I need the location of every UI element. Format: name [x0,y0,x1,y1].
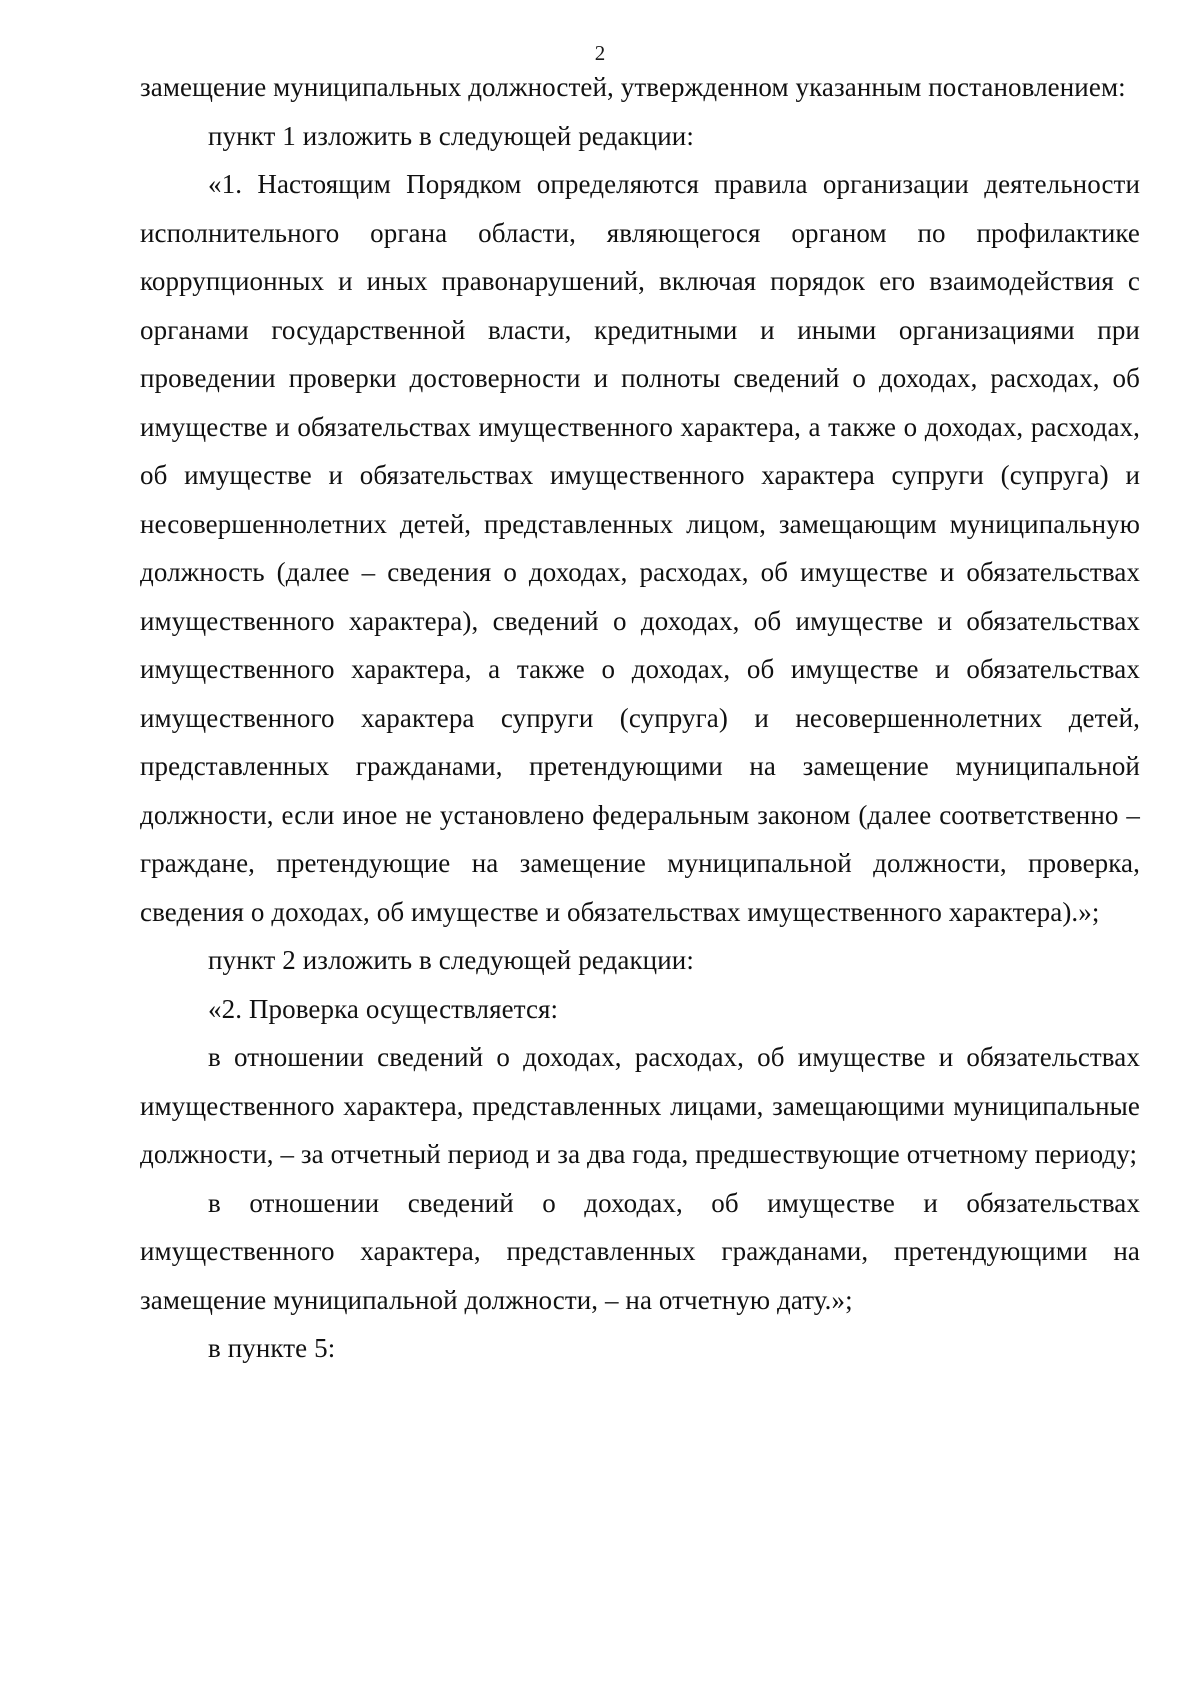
paragraph-item2-citizens: в отношении сведений о доходах, об имуществе и обязательствах имущественного характера, представленных гражданами, претендующими на замещение муниципальной должности, – на отчетную дату.»; [140,1187,1140,1315]
paragraph-item2-persons: в отношении сведений о доходах, расходах, об имуществе и обязательствах имущественного характера, представленных лицами, замещающими муниципальные должности, – за отчетный период и за два года, предшествующие отчетному периоду; [140,1042,1140,1169]
paragraph-continuation: замещение муниципальных должностей, утвержденном указанным постановлением: [140,72,1126,102]
paragraph-item1-text: «1. Настоящим Порядком определяются правила организации деятельности исполнительного органа области, являющегося органом по профилактике коррупционных и иных правонарушений, включая порядок его взаимодействия с органами государственной власти, кредитными и иными организациями при проведении проверки достоверности и полноты сведений о доходах, расходах, об имуществе и обязательствах имущественного характера, а также о доходах, расходах, об имуществе и обязательствах имущественного характера супруги (супруга) и несовершеннолетних детей, представленных лицом, замещающим муниципальную должность (далее – сведения о доходах, расходах, об имуществе и обязательствах имущественного характера), сведений о доходах, об имуществе и обязательствах имущественного характера, а также о доходах, об имуществе и обязательствах имущественного характера супруги (супруга) и несовершеннолетних детей, представленных гражданами, претендующими на замещение муниципальной должности, если иное не установлено федеральным законом (далее соответственно – граждане, претендующие на замещение муниципальной должности, проверка, сведения о доходах, об имуществе и обязательствах имущественного характера).»; [140,169,1140,927]
page-number: 2 [594,41,606,65]
paragraph-item2-heading: «2. Проверка осуществляется: [208,993,559,1024]
paragraph-item2-intro: пункт 2 изложить в следующей редакции: [208,945,694,975]
paragraph-item5-intro: в пункте 5: [208,1333,336,1363]
paragraph-item1-intro: пункт 1 изложить в следующей редакции: [208,120,694,151]
document-body [140,63,1140,1373]
